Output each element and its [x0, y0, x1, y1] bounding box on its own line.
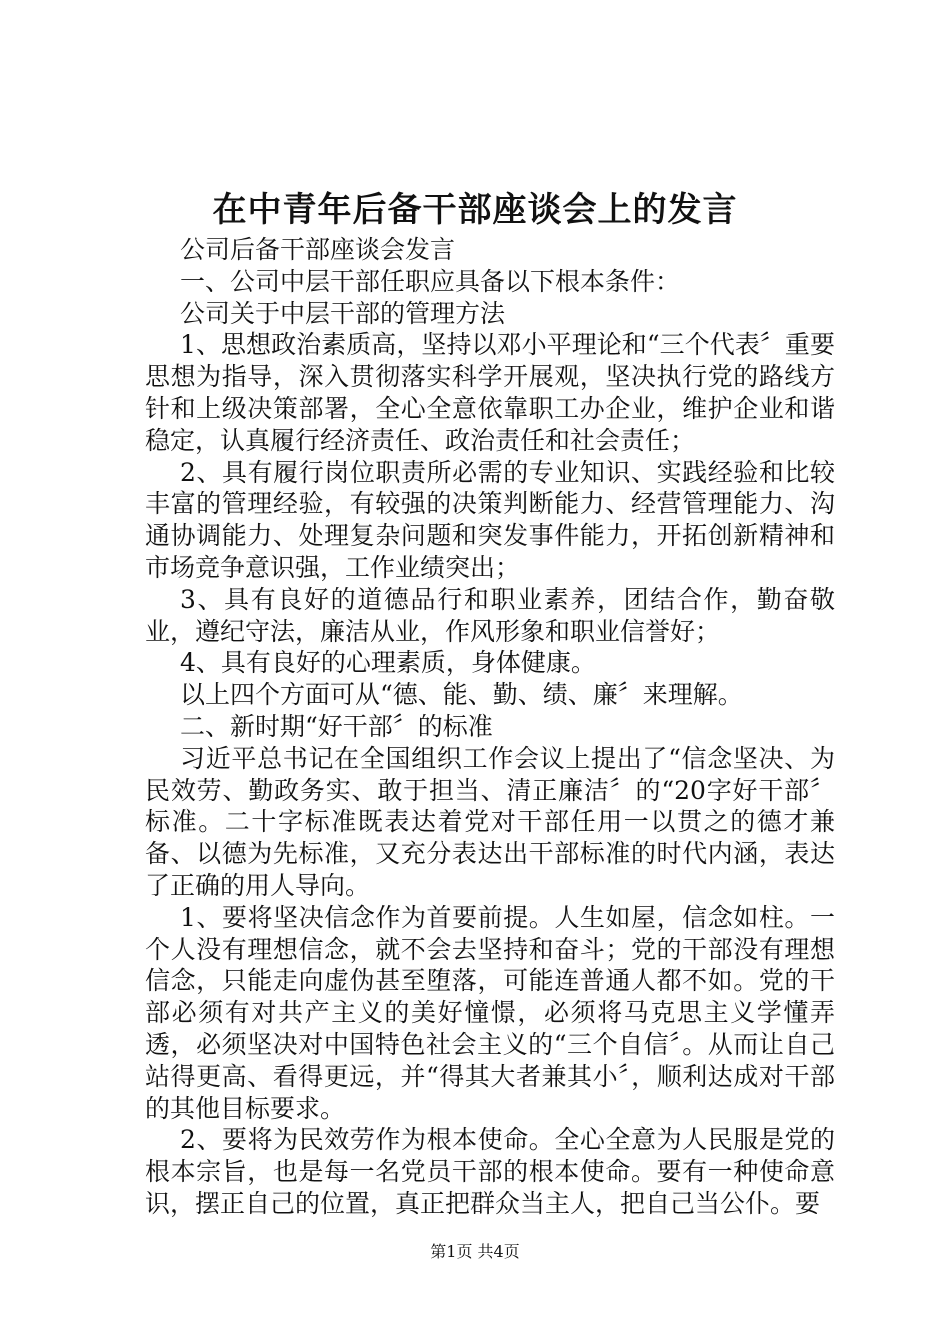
- document-title: 在中青年后备干部座谈会上的发言: [212, 190, 738, 230]
- paragraph: 1、思想政治素质高，坚持以邓小平理论和“三个代表〞重要思想为指导，深入贯彻落实科学开展观，坚决执行党的路线方针和上级决策部署，全心全意依靠职工办企业，维护企业和谐稳定，认真履行经济责任、政治责任和社会责任；: [145, 330, 835, 455]
- paragraph: 2、要将为民效劳作为根本使命。全心全意为人民服是党的根本宗旨，也是每一名党员干部的根本使命。要有一种使命意识，摆正自己的位置，真正把群众当主人，把自己当公仆。要: [145, 1125, 835, 1218]
- document-body: [145, 234, 835, 1220]
- paragraph: 习近平总书记在全国组织工作会议上提出了“信念坚决、为民效劳、勤政务实、敢于担当、清正廉洁〞的“20字好干部〞标准。二十字标准既表达着党对干部任用一以贯之的德才兼备、以德为先标准，又充分表达出干部标准的时代内涵，表达了正确的用人导向。: [145, 743, 835, 900]
- paragraph: 公司关于中层干部的管理方法: [180, 298, 506, 328]
- paragraph: 以上四个方面可从“德、能、勤、绩、廉〞来理解。: [180, 680, 743, 710]
- page-number-footer: 第1页 共4页: [430, 1242, 520, 1261]
- paragraph: 2、具有履行岗位职责所必需的专业知识、实践经验和比较丰富的管理经验，有较强的决策判断能力、经营管理能力、沟通协调能力、处理复杂问题和突发事件能力，开拓创新精神和市场竞争意识强，工作业绩突出；: [145, 457, 835, 582]
- paragraph: 二、新时期“好干部〞的标准: [180, 711, 493, 741]
- paragraph: 3、具有良好的道德品行和职业素养，团结合作，勤奋敬业，遵纪守法，廉洁从业，作风形象和职业信誉好；: [145, 584, 835, 646]
- paragraph: 公司后备干部座谈会发言: [180, 235, 456, 264]
- paragraph: 4、具有良好的心理素质，身体健康。: [180, 648, 596, 678]
- paragraph: 1、要将坚决信念作为首要前提。人生如屋，信念如柱。一个人没有理想信念，就不会去坚持和奋斗；党的干部没有理想信念，只能走向虚伪甚至堕落，可能连普通人都不如。党的干部必须有对共产主义的美好憧憬，必须将马克思主义学懂弄透，必须坚决对中国特色社会主义的“三个自信〞。从而让自己站得更高、看得更远，并“得其大者兼其小〞，顺利达成对干部的其他目标要求。: [145, 902, 835, 1123]
- paragraph: 一、公司中层干部任职应具备以下根本条件：: [180, 266, 681, 296]
